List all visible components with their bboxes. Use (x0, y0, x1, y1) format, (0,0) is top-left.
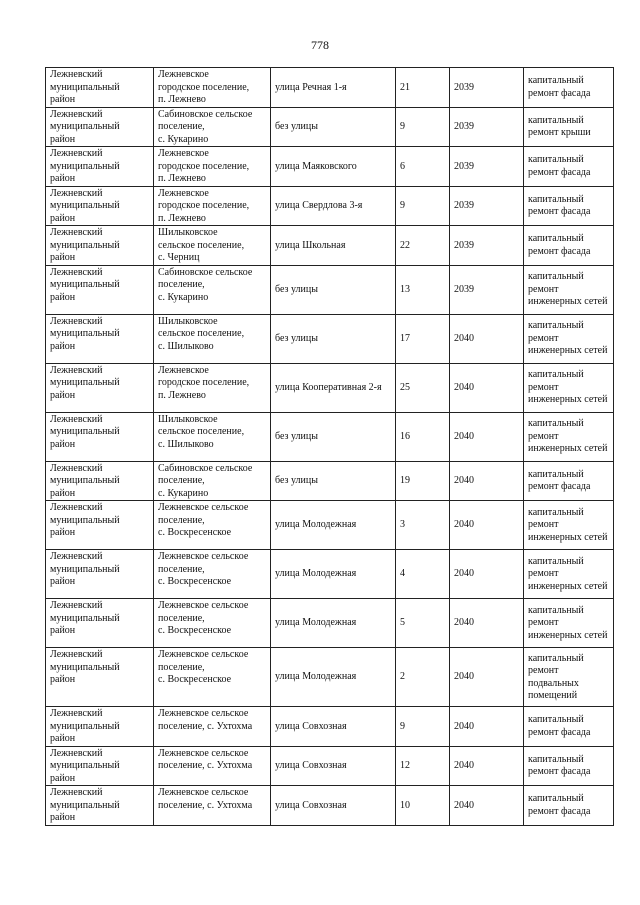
settlement-cell: Шилыковское сельское поселение, с. Шилыково (154, 314, 271, 363)
work-type-cell: капитальный ремонт фасада (524, 461, 614, 501)
settlement-cell: Лежневское городское поселение, п. Лежнево (154, 363, 271, 412)
settlement-cell: Лежневское сельское поселение, с. Воскресенское (154, 599, 271, 648)
house-number-cell: 12 (396, 746, 450, 786)
settlement-cell: Лежневское городское поселение, п. Лежнево (154, 186, 271, 226)
street-cell: улица Молодежная (271, 648, 396, 707)
work-type-cell: капитальный ремонт фасада (524, 68, 614, 108)
house-number-cell: 6 (396, 147, 450, 187)
street-cell: улица Кооперативная 2-я (271, 363, 396, 412)
table-row (46, 412, 614, 461)
district-cell: Лежневский муниципальный район (46, 461, 154, 501)
work-type-cell: капитальный ремонт инженерных сетей (524, 501, 614, 550)
year-cell: 2039 (450, 68, 524, 108)
street-cell: без улицы (271, 412, 396, 461)
year-cell: 2039 (450, 147, 524, 187)
street-cell: улица Молодежная (271, 599, 396, 648)
house-number-cell: 9 (396, 107, 450, 147)
street-cell: улица Совхозная (271, 786, 396, 826)
house-number-cell: 25 (396, 363, 450, 412)
street-cell: улица Свердлова 3-я (271, 186, 396, 226)
district-cell: Лежневский муниципальный район (46, 599, 154, 648)
table-row (46, 501, 614, 550)
house-number-cell: 16 (396, 412, 450, 461)
house-number-cell: 13 (396, 265, 450, 314)
house-number-cell: 2 (396, 648, 450, 707)
table-row (46, 265, 614, 314)
district-cell: Лежневский муниципальный район (46, 147, 154, 187)
street-cell: улица Речная 1-я (271, 68, 396, 108)
district-cell: Лежневский муниципальный район (46, 226, 154, 266)
settlement-cell: Лежневское сельское поселение, с. Воскресенское (154, 550, 271, 599)
district-cell: Лежневский муниципальный район (46, 648, 154, 707)
house-number-cell: 21 (396, 68, 450, 108)
work-type-cell: капитальный ремонт инженерных сетей (524, 599, 614, 648)
house-number-cell: 4 (396, 550, 450, 599)
table-row (46, 707, 614, 747)
table-body (46, 68, 614, 826)
settlement-cell: Лежневское сельское поселение, с. Воскресенское (154, 648, 271, 707)
year-cell: 2039 (450, 226, 524, 266)
district-cell: Лежневский муниципальный район (46, 550, 154, 599)
settlement-cell: Шилыковское сельское поселение, с. Черниц (154, 226, 271, 266)
work-type-cell: капитальный ремонт инженерных сетей (524, 363, 614, 412)
house-number-cell: 9 (396, 707, 450, 747)
district-cell: Лежневский муниципальный район (46, 265, 154, 314)
year-cell: 2040 (450, 550, 524, 599)
year-cell: 2039 (450, 265, 524, 314)
work-type-cell: капитальный ремонт фасада (524, 226, 614, 266)
house-number-cell: 22 (396, 226, 450, 266)
settlement-cell: Сабиновское сельское поселение, с. Кукарино (154, 265, 271, 314)
district-cell: Лежневский муниципальный район (46, 707, 154, 747)
settlement-cell: Сабиновское сельское поселение, с. Кукарино (154, 461, 271, 501)
table-row (46, 363, 614, 412)
year-cell: 2040 (450, 314, 524, 363)
district-cell: Лежневский муниципальный район (46, 363, 154, 412)
house-number-cell: 17 (396, 314, 450, 363)
house-number-cell: 3 (396, 501, 450, 550)
settlement-cell: Шилыковское сельское поселение, с. Шилыково (154, 412, 271, 461)
table-row (46, 107, 614, 147)
district-cell: Лежневский муниципальный район (46, 107, 154, 147)
street-cell: улица Совхозная (271, 746, 396, 786)
table-row (46, 599, 614, 648)
table-row (46, 314, 614, 363)
year-cell: 2040 (450, 707, 524, 747)
work-type-cell: капитальный ремонт фасада (524, 186, 614, 226)
year-cell: 2040 (450, 746, 524, 786)
work-type-cell: капитальный ремонт фасада (524, 746, 614, 786)
district-cell: Лежневский муниципальный район (46, 501, 154, 550)
settlement-cell: Лежневское сельское поселение, с. Ухтохма (154, 746, 271, 786)
street-cell: улица Школьная (271, 226, 396, 266)
settlement-cell: Лежневское городское поселение, п. Лежнево (154, 147, 271, 187)
settlement-cell: Лежневское сельское поселение, с. Воскресенское (154, 501, 271, 550)
table-row (46, 226, 614, 266)
settlement-cell: Сабиновское сельское поселение, с. Кукарино (154, 107, 271, 147)
district-cell: Лежневский муниципальный район (46, 314, 154, 363)
year-cell: 2040 (450, 412, 524, 461)
year-cell: 2040 (450, 461, 524, 501)
table-row (46, 68, 614, 108)
year-cell: 2040 (450, 648, 524, 707)
street-cell: без улицы (271, 107, 396, 147)
house-number-cell: 10 (396, 786, 450, 826)
work-type-cell: капитальный ремонт инженерных сетей (524, 265, 614, 314)
work-type-cell: капитальный ремонт инженерных сетей (524, 314, 614, 363)
street-cell: улица Молодежная (271, 501, 396, 550)
table-row (46, 186, 614, 226)
settlement-cell: Лежневское сельское поселение, с. Ухтохма (154, 707, 271, 747)
table-row (46, 461, 614, 501)
table-row (46, 550, 614, 599)
street-cell: улица Совхозная (271, 707, 396, 747)
settlement-cell: Лежневское городское поселение, п. Лежнево (154, 68, 271, 108)
table-row (46, 648, 614, 707)
district-cell: Лежневский муниципальный район (46, 412, 154, 461)
street-cell: без улицы (271, 461, 396, 501)
work-type-cell: капитальный ремонт фасада (524, 707, 614, 747)
district-cell: Лежневский муниципальный район (46, 186, 154, 226)
repair-schedule-table (45, 67, 614, 826)
street-cell: улица Маяковского (271, 147, 396, 187)
house-number-cell: 9 (396, 186, 450, 226)
table-row (46, 746, 614, 786)
year-cell: 2040 (450, 363, 524, 412)
year-cell: 2040 (450, 599, 524, 648)
house-number-cell: 5 (396, 599, 450, 648)
work-type-cell: капитальный ремонт подвальных помещений (524, 648, 614, 707)
settlement-cell: Лежневское сельское поселение, с. Ухтохма (154, 786, 271, 826)
work-type-cell: капитальный ремонт фасада (524, 147, 614, 187)
table-row (46, 147, 614, 187)
table-row (46, 786, 614, 826)
house-number-cell: 19 (396, 461, 450, 501)
district-cell: Лежневский муниципальный район (46, 746, 154, 786)
work-type-cell: капитальный ремонт инженерных сетей (524, 550, 614, 599)
work-type-cell: капитальный ремонт крыши (524, 107, 614, 147)
year-cell: 2039 (450, 107, 524, 147)
street-cell: улица Молодежная (271, 550, 396, 599)
year-cell: 2039 (450, 186, 524, 226)
district-cell: Лежневский муниципальный район (46, 68, 154, 108)
work-type-cell: капитальный ремонт инженерных сетей (524, 412, 614, 461)
district-cell: Лежневский муниципальный район (46, 786, 154, 826)
street-cell: без улицы (271, 265, 396, 314)
year-cell: 2040 (450, 786, 524, 826)
street-cell: без улицы (271, 314, 396, 363)
work-type-cell: капитальный ремонт фасада (524, 786, 614, 826)
page-number: 778 (311, 38, 329, 52)
year-cell: 2040 (450, 501, 524, 550)
